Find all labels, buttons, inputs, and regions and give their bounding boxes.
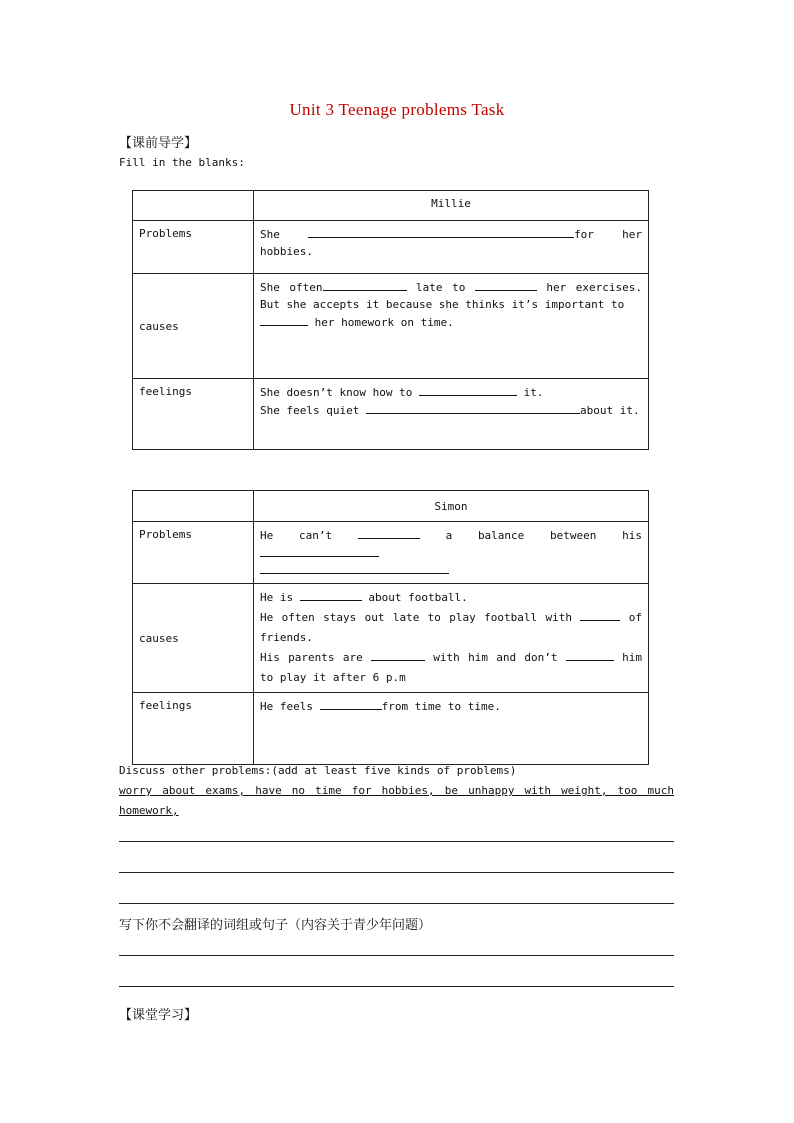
simon-causes-text-g: with him and don’t	[433, 651, 558, 664]
millie-causes-cell	[254, 274, 649, 379]
millie-causes-text-a: She often	[260, 281, 323, 294]
simon-feelings-text-b: from time to time.	[381, 700, 501, 713]
page-title: Unit 3 Teenage problems Task	[289, 100, 505, 119]
millie-causes-blank-3[interactable]	[260, 313, 308, 326]
answer-line-4[interactable]	[119, 955, 674, 956]
millie-feelings-text-d: about it.	[579, 404, 640, 417]
section-heading-preview: 【课前导学】	[119, 136, 198, 151]
simon-causes-text-f: His parents are	[260, 651, 363, 664]
discuss-prompt: Discuss other problems:(add at least five kinds of problems)	[119, 764, 517, 777]
millie-causes-blank-1[interactable]	[323, 278, 407, 291]
simon-problems-text-d: balance	[477, 529, 525, 542]
simon-causes-blank-3[interactable]	[371, 648, 425, 661]
millie-causes-text-c: her exercises.	[546, 281, 642, 294]
millie-problems-blank-tail	[560, 225, 574, 238]
simon-header-empty	[133, 491, 254, 522]
simon-feelings-cell	[254, 693, 649, 765]
simon-problems-cell	[254, 522, 649, 584]
simon-causes-text-b: about football.	[368, 591, 468, 604]
simon-problems-text-b: can’t	[298, 529, 333, 542]
simon-problems-blank-3[interactable]	[260, 569, 449, 574]
millie-feelings-text-a: She doesn’t know how to	[260, 386, 413, 399]
millie-feelings-cell	[254, 379, 649, 450]
millie-header-empty	[133, 191, 254, 221]
millie-causes-blank-2[interactable]	[475, 278, 537, 291]
millie-problems-text-b: for	[574, 228, 594, 241]
simon-causes-blank-1[interactable]	[300, 588, 362, 601]
simon-header: Simon	[254, 491, 649, 522]
simon-causes-text-h: him	[622, 651, 642, 664]
simon-causes-blank-4[interactable]	[566, 648, 614, 661]
simon-causes-text-d: of	[628, 611, 643, 624]
millie-causes-text-e: her homework on time.	[314, 316, 454, 329]
millie-problems-blank[interactable]	[308, 225, 560, 238]
section-heading-class: 【课堂学习】	[119, 1008, 198, 1023]
simon-table	[132, 490, 649, 765]
millie-problems-text-a: She	[260, 228, 280, 241]
millie-feelings-text-c: She feels quiet	[260, 404, 360, 417]
answer-line-2[interactable]	[119, 872, 674, 873]
simon-causes-text-a: He is	[260, 591, 294, 604]
simon-causes-blank-2[interactable]	[580, 608, 620, 621]
millie-causes-text-d: But she accepts it because she thinks it’s important to	[260, 298, 625, 311]
simon-problems-text-f: his	[622, 529, 642, 542]
millie-problems-label: Problems	[133, 221, 254, 274]
simon-problems-text-a: He	[260, 529, 274, 542]
simon-causes-text-c: He often stays out late to play football with	[260, 611, 573, 624]
millie-causes-label: causes	[133, 274, 254, 379]
simon-problems-blank-1[interactable]	[358, 526, 420, 539]
translate-prompt: 写下你不会翻译的词组或句子（内容关于青少年问题）	[119, 918, 432, 933]
millie-problems-cell	[254, 221, 649, 274]
millie-feelings-blank-1[interactable]	[419, 383, 517, 396]
simon-feelings-blank[interactable]	[320, 697, 382, 710]
simon-problems-blank-2[interactable]	[260, 544, 379, 557]
instruction-text: Fill in the blanks:	[119, 156, 245, 169]
millie-feelings-text-b: it.	[523, 386, 544, 399]
millie-problems-text-c: her	[622, 228, 642, 241]
simon-problems-text-c: a	[445, 529, 453, 542]
millie-table	[132, 190, 649, 450]
simon-causes-text-i: to play it after 6 p.m	[260, 671, 406, 684]
millie-problems-text-d: hobbies.	[260, 245, 313, 258]
simon-problems-label: Problems	[133, 522, 254, 584]
simon-feelings-text-a: He feels	[260, 700, 313, 713]
simon-causes-text-e: friends.	[260, 631, 313, 644]
answer-line-1[interactable]	[119, 841, 674, 842]
simon-problems-text-e: between	[550, 529, 597, 542]
simon-feelings-label: feelings	[133, 693, 254, 765]
millie-feelings-blank-2[interactable]	[366, 401, 580, 414]
simon-causes-cell	[254, 584, 649, 693]
discuss-answer: worry about exams, have no time for hobbies, be unhappy with weight, too much homework,	[119, 784, 674, 817]
answer-line-3[interactable]	[119, 903, 674, 904]
millie-feelings-label: feelings	[133, 379, 254, 450]
simon-causes-label: causes	[133, 584, 254, 693]
answer-line-5[interactable]	[119, 986, 674, 987]
millie-header: Millie	[254, 191, 649, 221]
millie-causes-text-b: late to	[416, 281, 466, 294]
